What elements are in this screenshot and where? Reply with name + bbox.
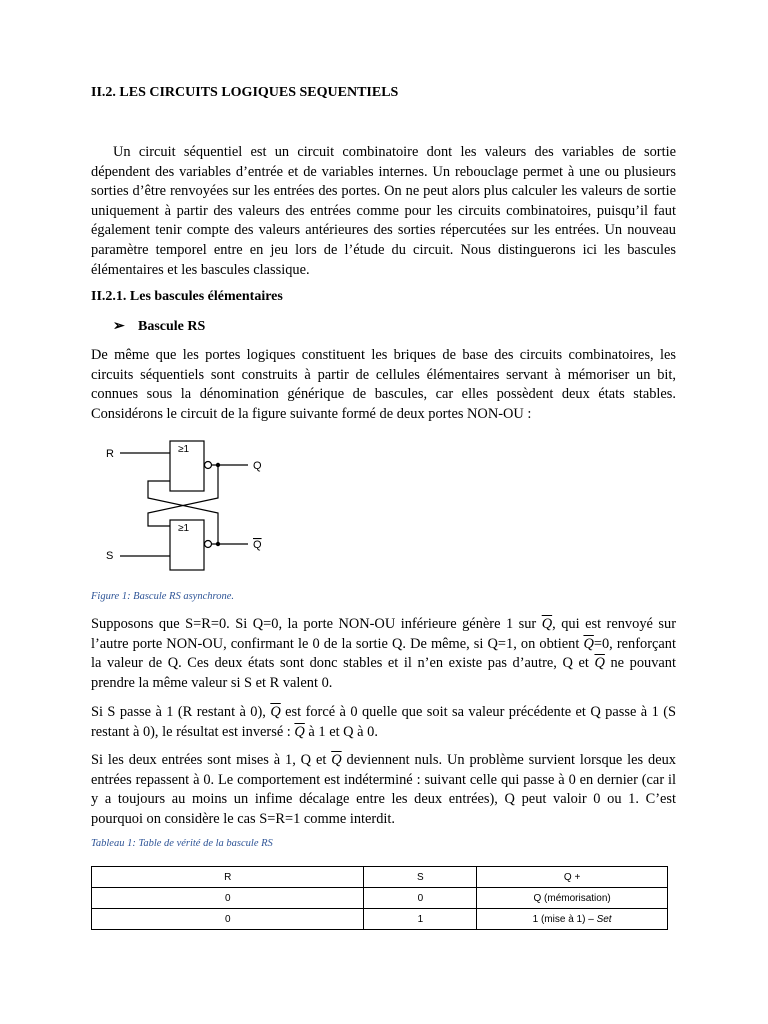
qbar-symbol: $\overline{Q}$ xyxy=(541,616,553,632)
header-q-plus: Q + xyxy=(477,867,668,888)
table-cell: Q (mémorisation) xyxy=(477,888,668,909)
header-s: S xyxy=(364,867,477,888)
input-r-label: R xyxy=(106,448,114,460)
text-segment: Si S passe à 1 (R restant à 0), xyxy=(91,704,271,720)
qbar-symbol: $\overline{Q}$ xyxy=(270,704,281,720)
upper-inversion-bubble xyxy=(205,462,212,469)
arrow-bullet-icon: ➢ xyxy=(113,319,125,334)
qbar-symbol: $\overline{Q}$ xyxy=(331,752,342,768)
table-header-row xyxy=(92,867,668,888)
output-q-label: Q xyxy=(253,460,262,472)
section-title: II.2. LES CIRCUITS LOGIQUES SEQUENTIELS xyxy=(91,85,399,100)
table-caption: Tableau 1: Table de vérité de la bascule RS xyxy=(91,838,273,849)
lower-inversion-bubble xyxy=(205,541,212,548)
table-cell: 1 xyxy=(364,909,477,930)
table-row xyxy=(92,909,668,930)
table-row xyxy=(92,888,668,909)
input-s-label: S xyxy=(106,550,114,562)
upper-gate-label: ≥1 xyxy=(178,444,190,455)
set-reset-paragraph xyxy=(91,703,676,742)
table-cell xyxy=(477,909,668,930)
text-segment: à 1 et Q à 0. xyxy=(304,723,378,740)
text-segment: Supposons que S=R=0. Si Q=0, la porte NON-OU inférieure génère 1 sur xyxy=(91,616,542,632)
cell-text: 1 (mise à 1) – xyxy=(532,913,597,925)
bullet-title: Bascule RS xyxy=(138,319,206,334)
table-cell: 0 xyxy=(364,888,477,909)
cell-set-text: Set xyxy=(596,913,612,925)
intro-paragraph: Un circuit séquentiel est un circuit combinatoire dont les valeurs des variables de sortie dépendent des variables d’entrée et de variables internes. Un rebouclage permet à une ou plusieurs sorties d’être renvoyées sur les entrées des portes. On ne peut alors plus calculer les valeurs de sortie uniquement à partir des valeurs des entrées comme pour les circuits combinatoires, puisqu’il faut également tenir compte des valeurs antérieures des sorties répercutées sur les entrées. Un nouveau paramètre temporel entre en jeu lors de l’étude du circuit. Nous distinguerons ici les bascules élémentaires et les bascules classique. xyxy=(91,144,676,278)
text-segment: =0, renforçant la valeur de Q. Ces deux états sont donc stables et il n’en existe pas d’autre, Q et xyxy=(91,635,676,672)
bullet-heading xyxy=(113,318,205,335)
stable-states-paragraph xyxy=(91,615,676,693)
header-r: R xyxy=(92,867,364,888)
qbar-symbol: $\overline{Q}$ xyxy=(294,723,305,740)
upper-junction-dot xyxy=(216,463,220,467)
truth-table xyxy=(91,866,668,930)
forbidden-state-paragraph xyxy=(91,751,676,829)
description-paragraph: De même que les portes logiques constituent les briques de base des circuits combinatoires, les circuits séquentiels sont construits à partir de cellules élémentaires servant à mémoriser un bit, connues sous la dénomination générique de bascules, car elles possèdent deux états stables. Considérons le circuit de la figure suivante formé de deux portes NON-OU : xyxy=(91,347,676,422)
text-segment: , qui est renvoyé sur l’autre porte NON-OU, confirmant le 0 de la sortie Q. De même, si Q=1, on obtient xyxy=(91,616,676,652)
text-segment: est forcé à 0 quelle que soit sa valeur précédente et Q passe à 1 (S restant à 0), le résultat est inversé : xyxy=(91,704,677,740)
figure-caption: Figure 1: Bascule RS asynchrone. xyxy=(91,591,234,602)
subsection-title: II.2.1. Les bascules élémentaires xyxy=(91,289,283,304)
table-cell: 0 xyxy=(92,888,364,909)
text-segment: deviennent nuls. Un problème survient lorsque les deux entrées repassent à 0. Le comportement est indéterminé : suivant celle qui passe à 0 en dernier (car il y a toujours au moins un infime décalage entre les deux entrées), Q peut valoir 0 ou 1. C’est pourquoi on considère le cas S=R=1 comme interdit. xyxy=(91,752,676,827)
text-segment: ne pouvant prendre la même valeur si S et R valent 0. xyxy=(91,655,677,691)
output-qbar-label: Q xyxy=(253,539,262,551)
rs-latch-diagram xyxy=(100,436,280,576)
text-segment: Si les deux entrées sont mises à 1, Q et xyxy=(91,752,332,768)
qbar-symbol: $\overline{Q}$ xyxy=(594,655,605,672)
lower-junction-dot xyxy=(216,542,220,546)
table-cell: 0 xyxy=(92,909,364,930)
feedback-wire-q xyxy=(148,465,218,526)
qbar-symbol: $\overline{Q}$ xyxy=(583,635,594,652)
lower-gate-label: ≥1 xyxy=(178,523,190,534)
